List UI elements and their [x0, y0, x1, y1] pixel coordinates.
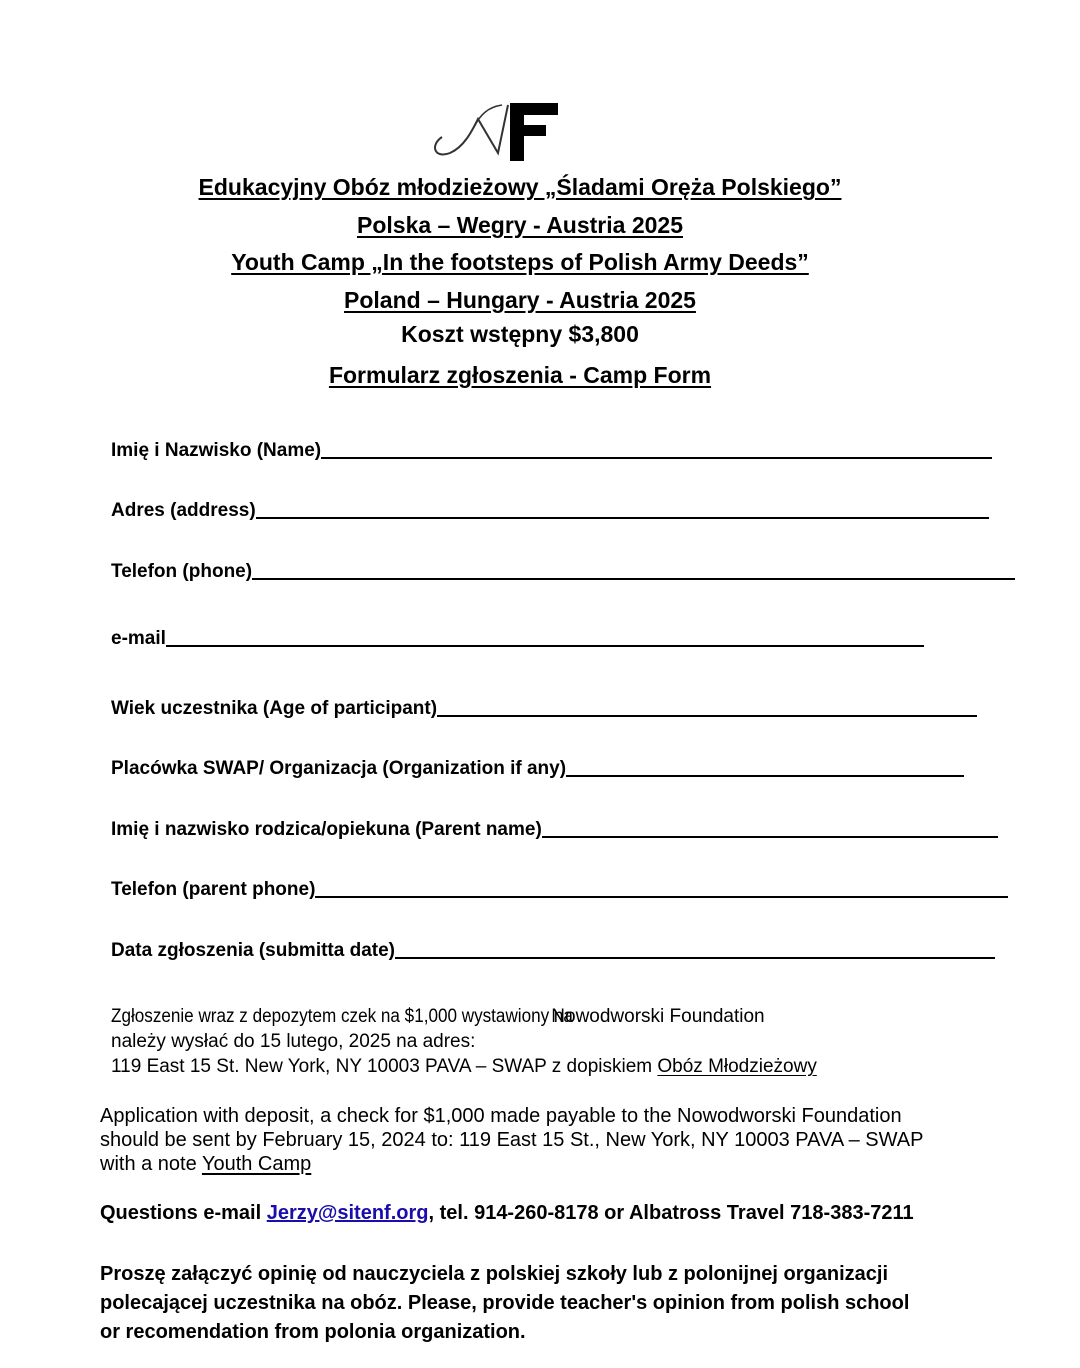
questions-suffix: , tel. 914-260-8178 or Albatross Travel 718-383-7211 — [428, 1202, 914, 1224]
field-parent-name-line[interactable] — [542, 836, 998, 838]
field-parent-phone[interactable] — [111, 879, 1008, 901]
recommendation-line1: Proszę załączyć opinię od nauczyciela z polskiej szkoły lub z polonijnej organizacji — [100, 1263, 888, 1285]
recommendation-line3: or recomendation from polonia organization. — [100, 1321, 526, 1343]
field-parent-name-label: Imię i nazwisko rodzica/opiekuna (Parent name) — [111, 819, 542, 840]
field-age-label: Wiek uczestnika (Age of participant) — [111, 698, 438, 719]
field-address-label: Adres (address) — [111, 500, 256, 521]
instructions-pl-line1a: Zgłoszenie wraz z depozytem czek na $1,000 wystawiony na — [111, 1006, 573, 1027]
camp-title-english: Youth Camp „In the footsteps of Polish Army Deeds” — [231, 249, 809, 275]
instructions-pl-line1b: Nowodworski Foundation — [546, 1006, 765, 1027]
field-email-label: e-mail — [111, 628, 166, 649]
instructions-pl-address: 119 East 15 St. New York, NY 10003 PAVA – SWAP z dopiskiem — [111, 1056, 658, 1077]
field-address[interactable] — [111, 500, 989, 522]
field-age-line[interactable] — [437, 715, 977, 717]
field-name[interactable] — [111, 440, 992, 462]
camp-route-english: Poland – Hungary - Austria 2025 — [344, 287, 696, 313]
instructions-en-line3 — [100, 1152, 311, 1176]
questions-line — [100, 1201, 914, 1225]
field-email-line[interactable] — [166, 645, 924, 647]
field-date[interactable] — [111, 940, 995, 962]
instructions-en-note-prefix: with a note — [100, 1153, 202, 1175]
field-address-line[interactable] — [256, 517, 989, 519]
instructions-en-line1: Application with deposit, a check for $1,000 made payable to the Nowodworski Foundation — [100, 1105, 902, 1127]
instructions-pl-line1 — [111, 1004, 765, 1029]
field-name-label: Imię i Nazwisko (Name) — [111, 440, 322, 461]
field-phone-label: Telefon (phone) — [111, 561, 253, 582]
field-date-line[interactable] — [395, 957, 995, 959]
instructions-pl-line2: należy wysłać do 15 lutego, 2025 na adres: — [111, 1031, 476, 1052]
contact-email-link[interactable]: Jerzy@sitenf.org — [266, 1202, 429, 1224]
field-name-line[interactable] — [321, 457, 992, 459]
camp-cost: Koszt wstępny $3,800 — [401, 321, 639, 347]
nf-logo — [428, 97, 564, 163]
instructions-en-note: Youth Camp — [201, 1153, 312, 1175]
field-organization[interactable] — [111, 758, 964, 780]
recommendation-line2: polecającej uczestnika na obóz. Please, provide teacher's opinion from polish school — [100, 1292, 910, 1314]
field-parent-phone-label: Telefon (parent phone) — [111, 879, 316, 900]
field-phone[interactable] — [111, 561, 1015, 583]
questions-prefix: Questions e-mail — [100, 1202, 267, 1224]
camp-title-polish: Edukacyjny Obóz młodzieżowy „Śladami Oręża Polskiego” — [198, 174, 842, 200]
field-age[interactable] — [111, 698, 977, 720]
instructions-pl-note: Obóz Młodzieżowy — [657, 1056, 817, 1077]
form-title: Formularz zgłoszenia - Camp Form — [328, 362, 712, 388]
field-organization-line[interactable] — [566, 775, 964, 777]
field-organization-label: Placówka SWAP/ Organizacja (Organization if any) — [111, 758, 567, 779]
field-phone-line[interactable] — [252, 578, 1015, 580]
camp-route-polish: Polska – Wegry - Austria 2025 — [357, 212, 683, 238]
field-parent-name[interactable] — [111, 819, 998, 841]
field-parent-phone-line[interactable] — [315, 896, 1008, 898]
field-date-label: Data zgłoszenia (submitta date) — [111, 940, 395, 961]
field-email[interactable] — [111, 628, 924, 650]
instructions-pl-line3 — [111, 1054, 817, 1079]
instructions-en-line2: should be sent by February 15, 2024 to: 119 East 15 St., New York, NY 10003 PAVA – SWAP — [100, 1129, 924, 1151]
